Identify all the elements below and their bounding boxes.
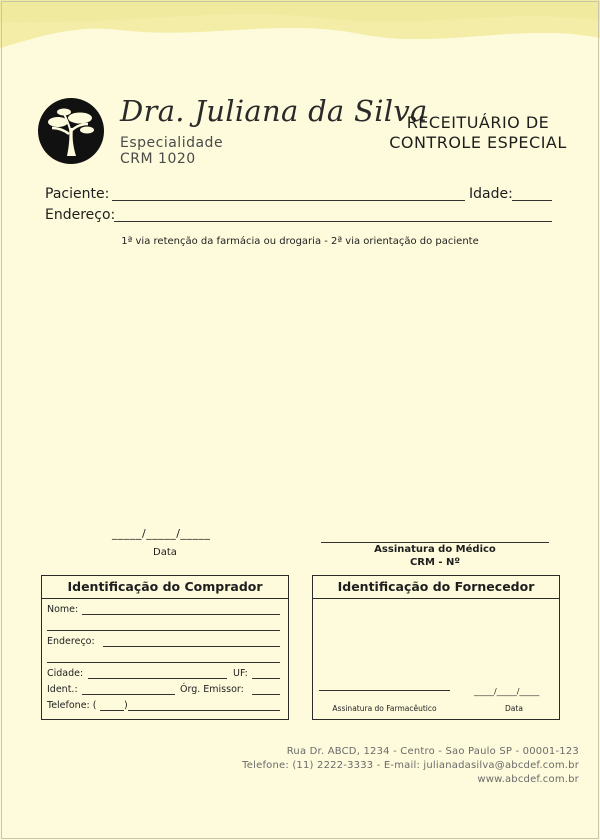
form-title-line2: CONTROLE ESPECIAL [389, 133, 567, 152]
doctor-name: Dra. Juliana da Silva [120, 94, 428, 128]
form-title [380, 113, 576, 153]
buyer-phone-close: ) [124, 700, 128, 711]
buyer-address-label: Endereço: [47, 636, 95, 647]
buyer-id-field[interactable] [82, 684, 175, 695]
buyer-box-divider [42, 598, 288, 599]
pharmacist-signature-label: Assinatura do Farmacêutico [332, 704, 437, 713]
supplier-box-divider [313, 598, 559, 599]
footer-contact: Telefone: (11) 2222-3333 - E-mail: julianadasilva@abcdef.com.br [242, 760, 579, 771]
buyer-name-field-2[interactable] [47, 620, 280, 631]
age-field[interactable] [512, 188, 552, 201]
buyer-city-field[interactable] [88, 668, 227, 679]
patient-field[interactable] [112, 188, 465, 201]
doctor-signature-label: Assinatura do Médico [374, 544, 496, 555]
buyer-phone-label: Telefone: ( [47, 700, 97, 711]
copies-note: 1ª via retenção da farmácia ou drogaria - 2ª via orientação do paciente [121, 236, 479, 247]
crm-number: CRM 1020 [120, 151, 196, 167]
form-title-line1: RECEITUÁRIO DE [406, 113, 550, 132]
supplier-date-field[interactable]: _____/_____/_____ [474, 687, 540, 696]
buyer-address-field-2[interactable] [47, 652, 280, 663]
date-label: Data [153, 547, 177, 558]
address-label: Endereço: [45, 207, 116, 223]
buyer-phone-field[interactable] [128, 700, 280, 711]
supplier-date-label: Data [505, 704, 523, 713]
buyer-id-label: Ident.: [47, 684, 78, 695]
pharmacist-signature-line[interactable] [319, 690, 450, 691]
buyer-name-label: Nome: [47, 604, 79, 615]
supplier-box-title: Identificação do Fornecedor [337, 579, 535, 594]
crm-label: CRM - Nº [409, 557, 461, 568]
supplier-identification-box [312, 575, 560, 720]
tree-in-circle-icon [38, 98, 104, 164]
buyer-issuer-label: Órg. Emissor: [180, 684, 244, 695]
footer-website: www.abcdef.com.br [477, 774, 579, 785]
buyer-identification-box [41, 575, 289, 720]
buyer-city-label: Cidade: [47, 668, 84, 679]
buyer-name-field[interactable] [82, 604, 280, 615]
buyer-uf-field[interactable] [252, 668, 280, 679]
age-label: Idade: [469, 186, 513, 202]
address-field[interactable] [114, 209, 552, 222]
buyer-phone-area-field[interactable] [100, 700, 124, 711]
specialty: Especialidade [120, 135, 224, 151]
doctor-signature-block [321, 543, 549, 569]
buyer-uf-label: UF: [233, 668, 248, 679]
buyer-address-field[interactable] [103, 636, 280, 647]
buyer-issuer-field[interactable] [252, 684, 280, 695]
date-field[interactable]: _____/_____/_____ [112, 527, 211, 540]
footer-address: Rua Dr. ABCD, 1234 - Centro - Sao Paulo SP - 00001-123 [286, 746, 579, 757]
patient-label: Paciente: [45, 186, 110, 202]
buyer-box-title: Identificação do Comprador [67, 579, 263, 594]
